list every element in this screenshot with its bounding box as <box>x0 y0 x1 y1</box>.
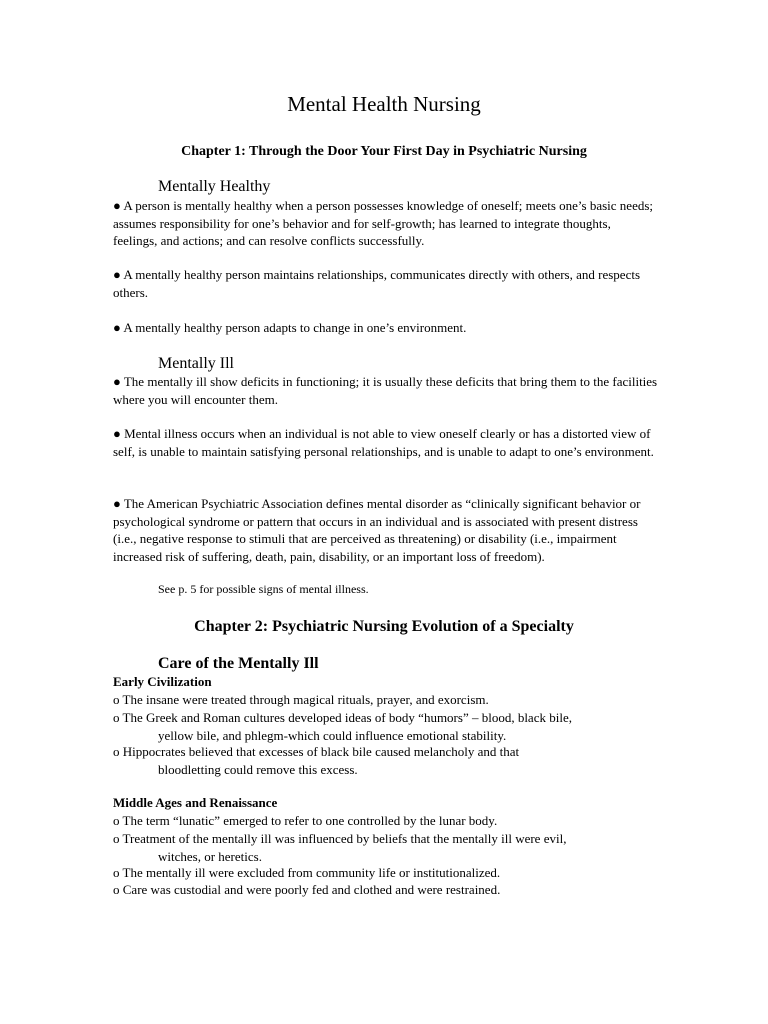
list-item: o Treatment of the mentally ill was influenced by beliefs that the mentally ill were evil, witches, or heretics. <box>113 831 567 864</box>
mentally-healthy-heading: Mentally Healthy <box>158 178 271 195</box>
list-item: o The mentally ill were excluded from community life or institutionalized. <box>113 865 501 880</box>
list-item: o Hippocrates believed that excesses of black bile caused melancholy and that bloodletting could remove this excess. <box>113 744 520 777</box>
ill-paragraph-3: ● The American Psychiatric Association defines mental disorder as “clinically significant behavior or psychological syndrome or pattern that occurs in an individual and is associated with present distress (i.e., negative response to stimuli that are perceived as threatening) or disability (i.e., impairment increased risk of suffering, death, pain, disability, or an important loss of freedom). <box>113 496 641 565</box>
care-heading: Care of the Mentally Ill <box>158 655 319 672</box>
list-item: o Care was custodial and were poorly fed and clothed and were restrained. <box>113 882 501 897</box>
chapter-1-heading: Chapter 1: Through the Door Your First Day in Psychiatric Nursing <box>181 144 587 159</box>
healthy-paragraph-2: ● A mentally healthy person maintains relationships, communicates directly with others, and respects others. <box>113 267 641 300</box>
middle-ages-heading: Middle Ages and Renaissance <box>113 795 278 810</box>
list-item: o The Greek and Roman cultures developed ideas of body “humors” – blood, black bile, yellow bile, and phlegm-which could influence emotional stability. <box>113 710 572 743</box>
list-item: o The insane were treated through magical rituals, prayer, and exorcism. <box>113 692 489 707</box>
mentally-ill-heading: Mentally Ill <box>158 355 234 372</box>
chapter-2-heading: Chapter 2: Psychiatric Nursing Evolution of a Specialty <box>194 618 574 635</box>
ill-paragraph-1: ● The mentally ill show deficits in functioning; it is usually these deficits that bring them to the facilities where you will encounter them. <box>113 374 658 407</box>
early-civilization-heading: Early Civilization <box>113 674 212 689</box>
healthy-paragraph-1: ● A person is mentally healthy when a person possesses knowledge of oneself; meets one’s basic needs; assumes responsibility for one’s behavior and for self-growth; has learned to integrate thoughts, feelings, and actions; and can resolve conflicts successfully. <box>113 198 654 249</box>
list-item: o The term “lunatic” emerged to refer to one controlled by the lunar body. <box>113 813 498 828</box>
healthy-paragraph-3: ● A mentally healthy person adapts to change in one’s environment. <box>113 320 467 335</box>
document-title: Mental Health Nursing <box>287 92 481 116</box>
signs-note: See p. 5 for possible signs of mental illness. <box>158 582 369 596</box>
ill-paragraph-2: ● Mental illness occurs when an individual is not able to view oneself clearly or has a distorted view of self, is unable to maintain satisfying personal relationships, and is unable to adapt to one’s environment. <box>113 426 654 459</box>
